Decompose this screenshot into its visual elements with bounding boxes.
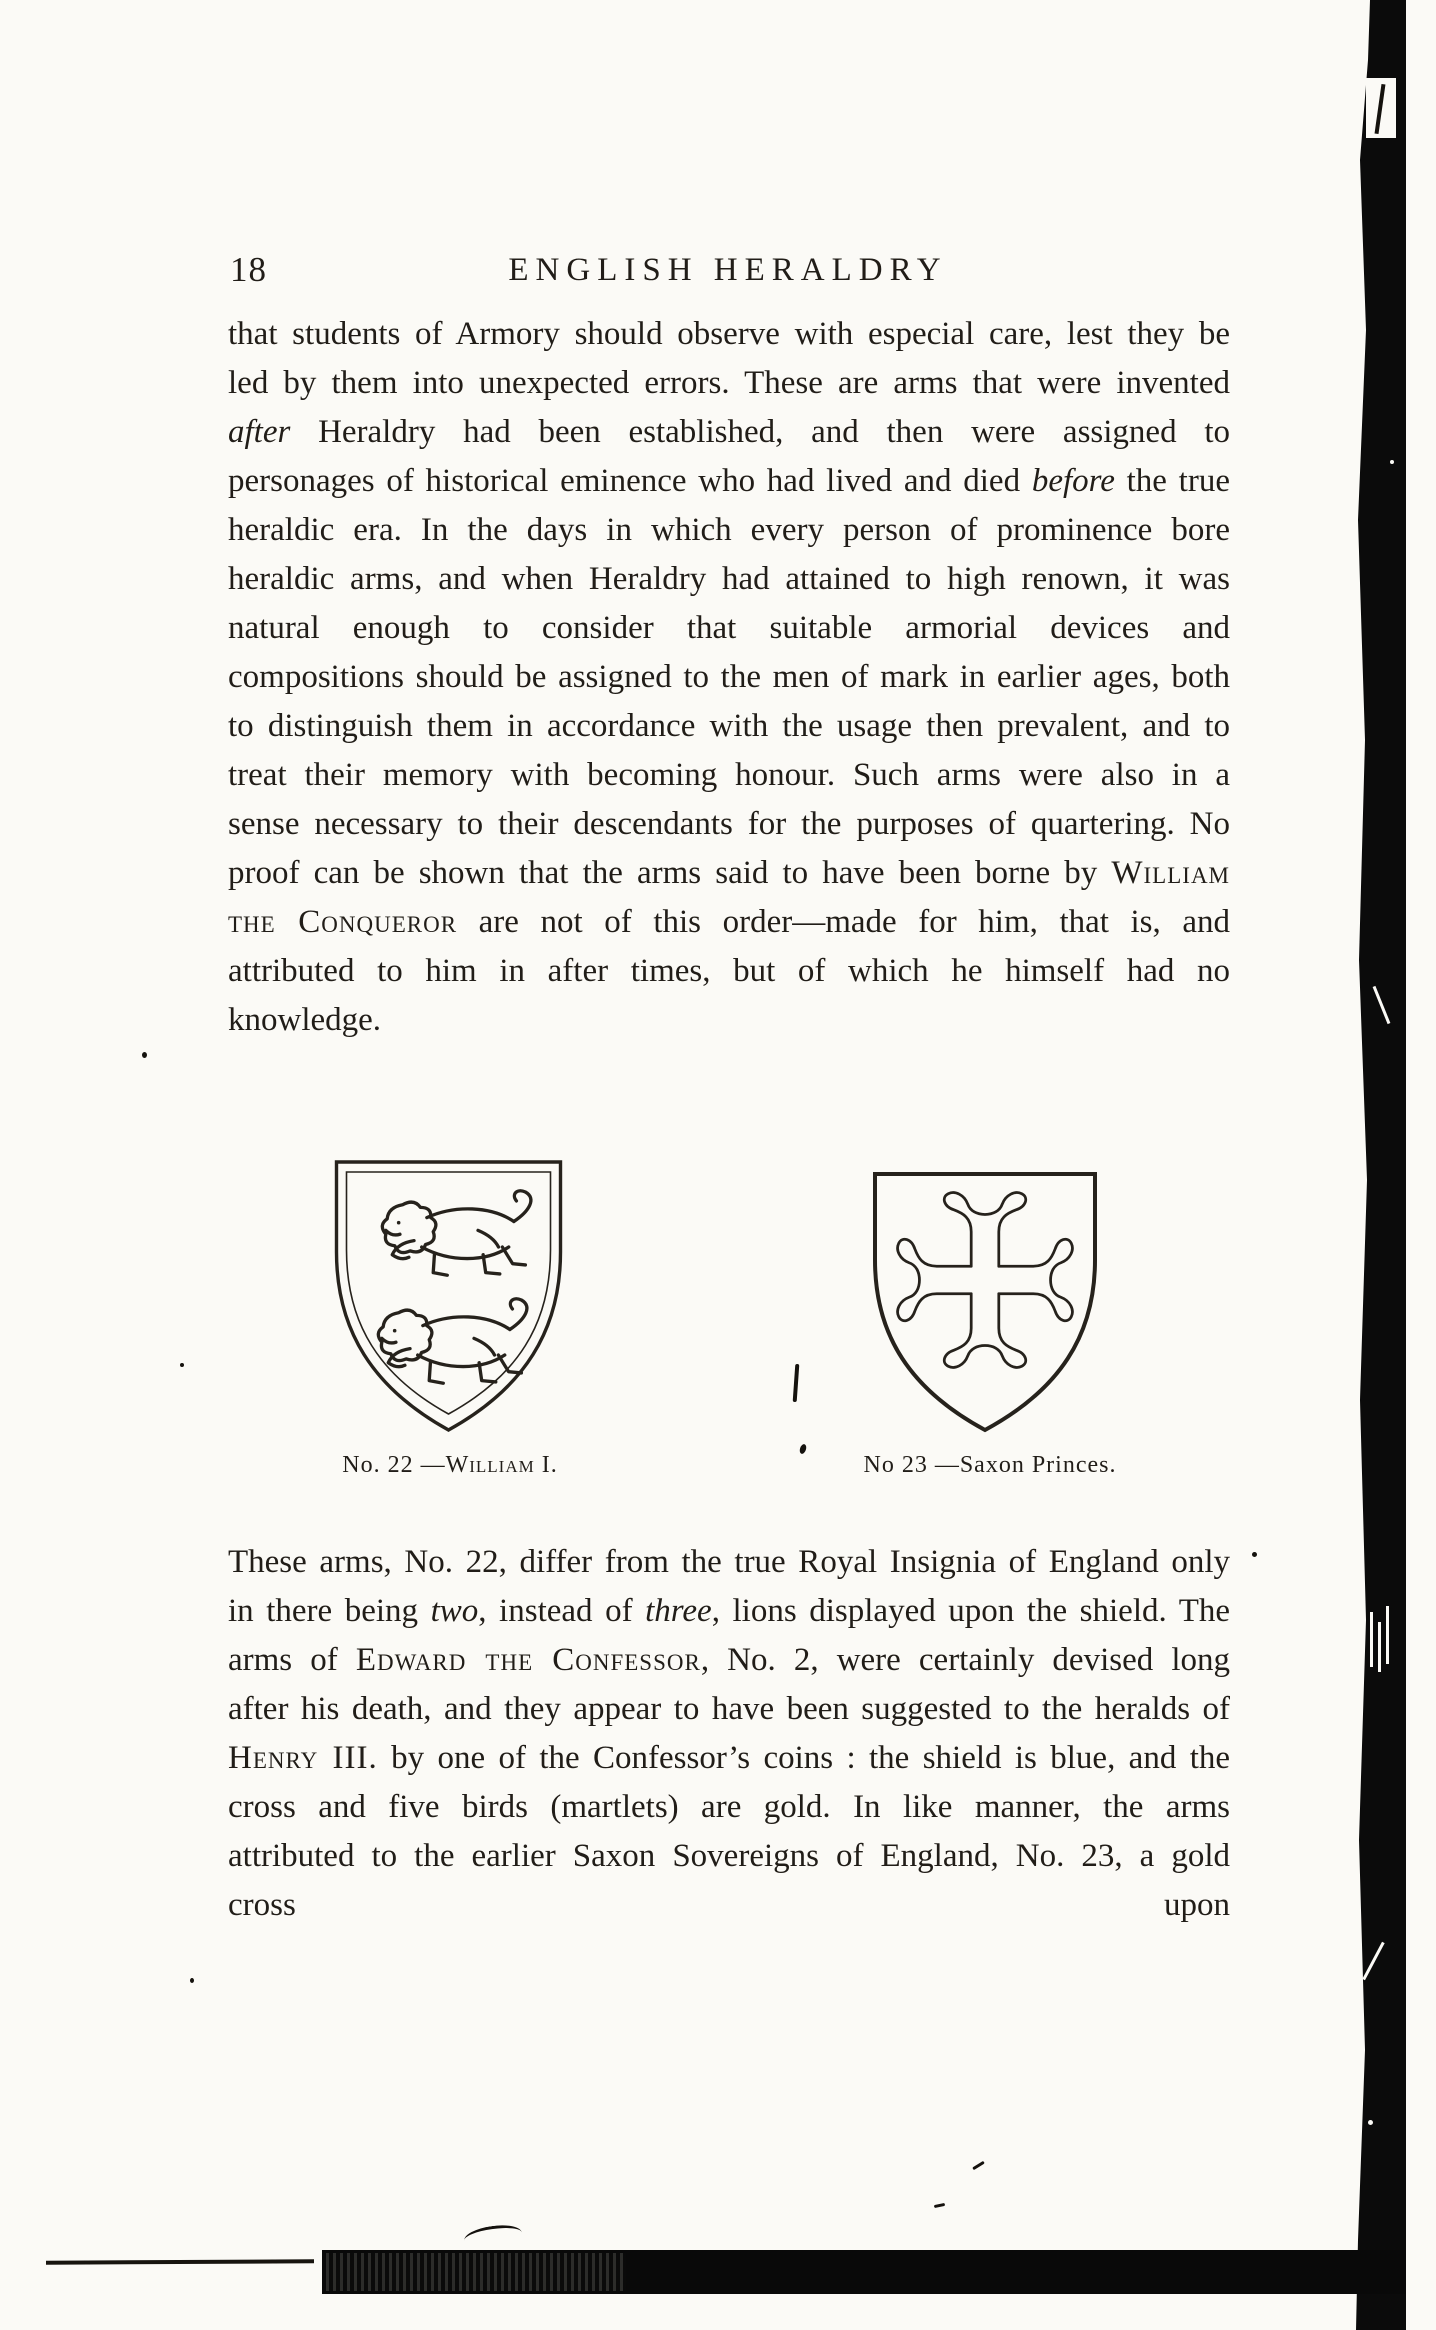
body-paragraph-2: These arms, No. 22, differ from the true Royal Insignia of England only in there being two, instead of three, lions displayed upon the shield. The arms of Edward the Confessor, No. 2, were certainly devised long after his death, and they appear to have been suggested to the heralds of Henry III. by one of the Confessor’s coins : the shield is blue, and the cross and five birds (martlets) are gold. In like manner, the arms attributed to the earlier Saxon Sovereigns of England, No. 23, a gold cross upon: [228, 1544, 1231, 1923]
scan-artifact: [1386, 1606, 1389, 1664]
scan-artifact: [793, 1364, 800, 1402]
scan-artifact: [142, 1052, 147, 1058]
scan-artifact-bottom-texture: [326, 2253, 626, 2291]
figure-caption-william: No. 22 —William I.: [342, 1452, 558, 1478]
scan-artifact-squiggle: [463, 2222, 523, 2251]
scan-artifact: [1370, 1612, 1373, 1667]
cross-moline-shield-icon: [854, 1160, 1116, 1440]
scan-artifact-bottom-line: [46, 2259, 314, 2264]
scan-artifact: [972, 2161, 985, 2170]
page-number: 18: [230, 250, 267, 289]
scan-artifact: [934, 2203, 945, 2208]
figure-caption-saxon: No 23 —Saxon Princes.: [863, 1452, 1117, 1478]
scan-artifact-right-bar: [1356, 0, 1406, 2330]
scan-artifact: [190, 1978, 194, 1983]
scan-artifact: [799, 1443, 808, 1454]
scan-artifact: [1252, 1552, 1257, 1557]
scan-artifact: [1390, 460, 1394, 464]
body-paragraph-1: that students of Armory should observe with especial care, lest they be led by them into unexpected errors. These are arms that were invented after Heraldry had been established, and then were assigned to personages of historical eminence who had lived and died before the true heraldic era. In the days in which every person of prominence bore heraldic arms, and when Heraldry had attained to high renown, it was natural enough to consider that suitable armorial devices and compositions should be assigned to the men of mark in earlier ages, both to distinguish them in accordance with the usage then prevalent, and to treat their memory with becoming honour. Such arms were also in a sense necessary to their descendants for the purposes of quartering. No proof can be shown that the arms said to have been borne by William the Conqueror are not of this order—made for him, that is, and attributed to him in after times, but of which he himself had no knowledge.: [228, 316, 1230, 1038]
scan-artifact: [1368, 2120, 1373, 2125]
scan-artifact: [180, 1363, 184, 1367]
scan-artifact: [1378, 1622, 1381, 1672]
two-lions-shield-icon: [316, 1148, 581, 1446]
running-title: ENGLISH HERALDRY: [508, 252, 948, 288]
